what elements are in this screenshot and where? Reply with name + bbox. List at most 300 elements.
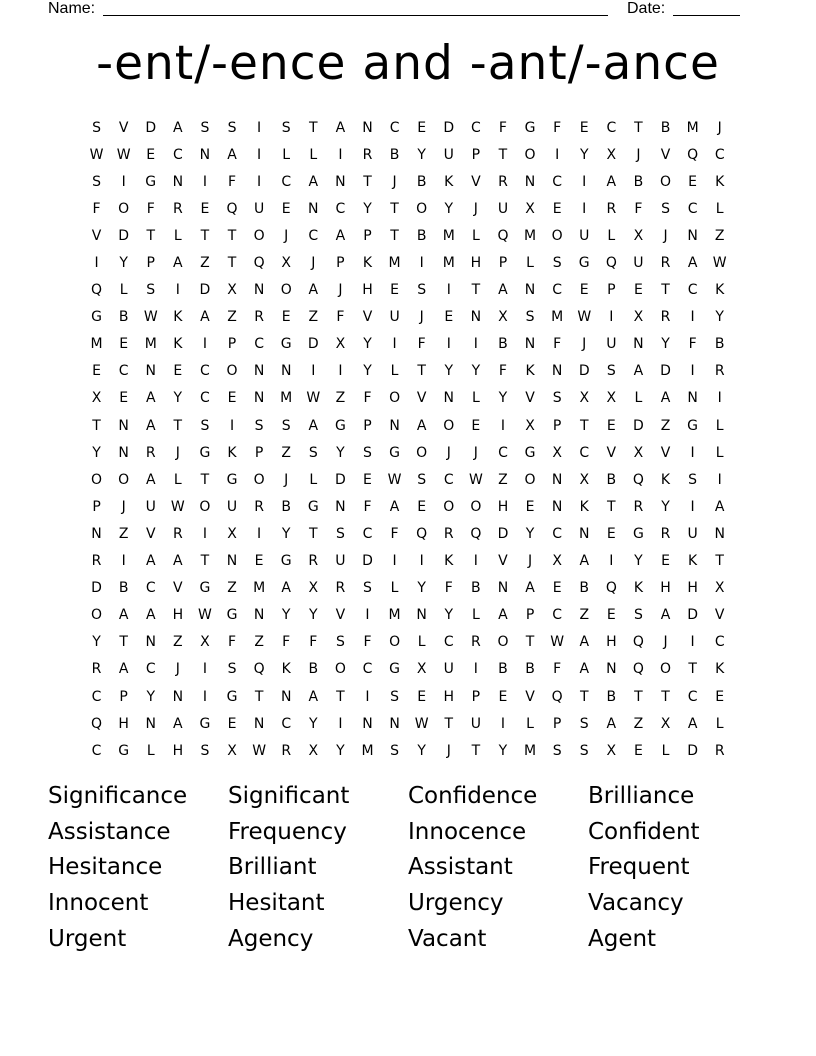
grid-letter: Z [200, 255, 210, 272]
grid-letter: B [525, 661, 535, 678]
grid-letter: S [552, 390, 562, 407]
grid-letter: I [609, 553, 614, 570]
grid-letter: C [254, 336, 264, 353]
grid-letter: L [417, 634, 426, 651]
grid-letter: V [362, 309, 373, 326]
grid-letter: C [172, 146, 183, 163]
grid-letter: J [582, 336, 587, 353]
grid-letter: O [443, 498, 455, 515]
grid-letter: Q [416, 525, 428, 542]
grid-letter: J [284, 227, 289, 244]
grid-letter: V [416, 390, 427, 407]
grid-letter: C [91, 742, 102, 759]
grid-letter: Q [632, 471, 644, 488]
grid-letter: B [633, 173, 644, 190]
grid-letter: I [690, 309, 695, 326]
grid-letter: S [552, 255, 562, 272]
grid-letter: J [175, 661, 180, 678]
grid-letter: A [714, 498, 725, 515]
grid-letter: N [280, 688, 292, 705]
grid-letter: T [173, 417, 183, 434]
grid-letter: Y [417, 146, 426, 163]
grid-letter: S [661, 200, 670, 217]
grid-letter: F [363, 498, 372, 515]
grid-letter: A [687, 255, 698, 272]
grid-letter: O [199, 498, 211, 515]
grid-letter: I [229, 417, 235, 434]
grid-letter: G [524, 119, 536, 136]
grid-letter: A [173, 119, 183, 136]
grid-letter: P [363, 417, 372, 434]
grid-letter: E [200, 200, 210, 217]
grid-letter: T [498, 146, 508, 163]
grid-letter: Q [687, 146, 699, 163]
grid-letter: W [89, 146, 104, 163]
name-blank-line [103, 15, 608, 16]
word-bank-item: Urgent [48, 925, 127, 952]
grid-letter: Q [91, 715, 103, 732]
grid-letter: N [389, 715, 400, 732]
grid-letter: T [390, 227, 399, 244]
grid-letter: Z [281, 444, 291, 461]
grid-letter: L [173, 471, 182, 488]
grid-letter: T [661, 688, 670, 705]
grid-letter: Q [551, 688, 563, 705]
grid-letter: U [687, 525, 698, 542]
grid-letter: T [471, 742, 481, 759]
grid-letter: M [388, 255, 401, 272]
grid-letter: E [417, 119, 427, 136]
grid-letter: V [173, 580, 183, 597]
grid-letter: D [687, 742, 698, 759]
grid-letter: I [446, 336, 451, 353]
grid-letter: K [173, 309, 183, 326]
grid-letter: G [389, 444, 400, 461]
grid-letter: N [551, 471, 563, 488]
grid-letter: L [390, 363, 399, 380]
grid-letter: N [253, 363, 265, 380]
grid-letter: B [498, 661, 508, 678]
grid-letter: Q [605, 255, 617, 272]
grid-letter: E [119, 336, 129, 353]
grid-letter: N [633, 336, 644, 353]
grid-letter: D [335, 471, 346, 488]
grid-letter: G [307, 498, 319, 515]
grid-letter: H [497, 498, 509, 515]
grid-letter: X [606, 742, 617, 759]
grid-letter: E [688, 173, 698, 190]
grid-letter: Z [308, 309, 319, 326]
grid-letter: M [686, 119, 699, 136]
grid-letter: E [444, 309, 454, 326]
grid-letter: Y [363, 336, 372, 353]
grid-letter: A [145, 471, 156, 488]
grid-letter: G [199, 580, 211, 597]
grid-letter: I [473, 336, 478, 353]
grid-letter: O [416, 200, 428, 217]
grid-letter: R [498, 173, 508, 190]
grid-letter: G [389, 661, 400, 678]
grid-letter: S [579, 742, 589, 759]
grid-letter: A [606, 173, 617, 190]
grid-letter: Y [444, 607, 454, 624]
grid-letter: L [661, 742, 670, 759]
grid-letter: E [119, 390, 129, 407]
grid-letter: J [473, 200, 478, 217]
grid-letter: E [92, 363, 101, 380]
grid-letter: L [173, 227, 182, 244]
grid-letter: T [336, 688, 345, 705]
grid-letter: E [471, 417, 481, 434]
grid-letter: M [524, 742, 537, 759]
grid-letter: R [443, 525, 454, 542]
grid-letter: N [145, 363, 156, 380]
grid-letter: E [525, 498, 535, 515]
grid-letter: Y [119, 255, 128, 272]
grid-letter: S [606, 363, 616, 380]
grid-letter: E [390, 282, 399, 299]
grid-letter: N [118, 444, 129, 461]
grid-letter: I [202, 336, 207, 353]
grid-letter: Q [91, 282, 103, 299]
grid-letter: P [363, 227, 372, 244]
grid-letter: T [661, 282, 670, 299]
grid-letter: A [308, 282, 319, 299]
grid-letter: N [199, 146, 211, 163]
grid-letter: I [690, 498, 695, 515]
grid-letter: T [363, 173, 372, 190]
grid-letter: A [606, 715, 617, 732]
grid-letter: M [388, 607, 401, 624]
grid-letter: S [281, 417, 291, 434]
grid-letter: Y [661, 498, 670, 515]
grid-letter: R [308, 553, 319, 570]
grid-letter: E [661, 553, 670, 570]
grid-letter: A [145, 390, 156, 407]
grid-letter: V [118, 119, 129, 136]
grid-letter: X [335, 336, 346, 353]
grid-letter: O [551, 227, 563, 244]
grid-letter: K [227, 444, 237, 461]
grid-letter: B [416, 227, 427, 244]
grid-letter: N [226, 553, 238, 570]
grid-letter: F [553, 661, 562, 678]
grid-letter: K [715, 173, 725, 190]
grid-letter: X [606, 146, 617, 163]
grid-letter: Q [470, 525, 482, 542]
grid-letter: B [606, 471, 617, 488]
grid-letter: A [416, 417, 427, 434]
grid-letter: C [308, 227, 319, 244]
grid-letter: K [715, 282, 725, 299]
grid-letter: T [688, 661, 697, 678]
grid-letter: H [606, 634, 617, 651]
grid-letter: L [282, 146, 291, 163]
grid-letter: K [688, 553, 698, 570]
grid-letter: S [200, 742, 210, 759]
grid-letter: U [470, 715, 481, 732]
grid-letter: O [470, 498, 482, 515]
grid-letter: A [633, 363, 644, 380]
grid-letter: A [308, 173, 319, 190]
grid-letter: N [524, 336, 536, 353]
grid-letter: B [118, 309, 129, 326]
grid-letter: A [308, 417, 319, 434]
grid-letter: U [443, 661, 454, 678]
grid-letter: V [471, 173, 481, 190]
grid-letter: W [550, 634, 565, 651]
grid-letter: X [308, 742, 319, 759]
grid-letter: O [660, 173, 672, 190]
grid-letter: X [227, 742, 237, 759]
grid-letter: W [252, 742, 267, 759]
word-bank-item: Frequent [588, 854, 690, 881]
grid-letter: O [416, 444, 428, 461]
grid-letter: X [633, 444, 644, 461]
grid-letter: D [660, 363, 671, 380]
grid-letter: F [498, 363, 507, 380]
grid-letter: R [714, 742, 725, 759]
word-bank-item: Innocent [48, 890, 149, 917]
grid-letter: X [416, 661, 427, 678]
grid-letter: H [687, 580, 698, 597]
grid-letter: A [118, 661, 129, 678]
grid-letter: K [362, 255, 373, 272]
grid-letter: V [660, 146, 671, 163]
grid-letter: N [551, 363, 563, 380]
grid-letter: L [309, 471, 318, 488]
grid-letter: W [198, 607, 212, 624]
grid-letter: E [606, 525, 616, 542]
grid-letter: L [146, 742, 155, 759]
grid-letter: X [281, 255, 291, 272]
grid-letter: Z [660, 417, 671, 434]
grid-letter: U [335, 553, 346, 570]
word-bank-item: Brilliance [588, 783, 695, 809]
grid-letter: H [172, 742, 184, 759]
grid-letter: T [92, 417, 101, 434]
grid-letter: X [308, 580, 319, 597]
grid-letter: P [498, 255, 508, 272]
grid-letter: N [362, 119, 373, 136]
grid-letter: S [92, 119, 101, 136]
grid-letter: Y [173, 390, 183, 407]
grid-letter: J [473, 444, 478, 461]
grid-letter: X [633, 227, 644, 244]
grid-letter: I [473, 553, 478, 570]
grid-letter: X [633, 309, 644, 326]
word-bank-item: Vacant [408, 925, 487, 952]
grid-letter: R [91, 553, 102, 570]
grid-letter: Y [281, 525, 291, 542]
grid-letter: Z [227, 580, 237, 597]
word-bank-item: Urgency [408, 890, 504, 917]
grid-letter: U [579, 227, 590, 244]
grid-letter: R [172, 200, 183, 217]
grid-letter: B [416, 173, 427, 190]
grid-letter: A [687, 715, 698, 732]
grid-letter: X [579, 471, 590, 488]
grid-letter: I [175, 282, 180, 299]
grid-letter: W [170, 498, 185, 515]
grid-letter: Z [254, 634, 264, 651]
grid-letter: Y [498, 742, 508, 759]
grid-letter: I [473, 661, 478, 678]
grid-letter: B [606, 688, 617, 705]
grid-letter: X [579, 390, 590, 407]
grid-letter: G [226, 471, 238, 488]
grid-letter: U [497, 200, 509, 217]
grid-letter: O [389, 390, 401, 407]
grid-letter: E [633, 282, 643, 299]
grid-letter: J [663, 227, 668, 244]
grid-letter: A [335, 119, 346, 136]
grid-letter: N [145, 634, 156, 651]
grid-letter: T [579, 688, 589, 705]
grid-letter: B [389, 146, 400, 163]
word-bank-item: Assistance [48, 818, 171, 845]
grid-letter: A [173, 255, 183, 272]
grid-letter: A [525, 580, 535, 597]
grid-letter: O [226, 363, 238, 380]
grid-letter: V [525, 390, 535, 407]
grid-letter: K [525, 363, 535, 380]
grid-letter: Y [444, 200, 454, 217]
grid-letter: N [524, 282, 536, 299]
grid-letter: G [687, 417, 699, 434]
grid-letter: G [334, 417, 346, 434]
grid-letter: S [363, 580, 372, 597]
grid-letter: X [498, 309, 508, 326]
grid-letter: F [227, 173, 237, 190]
grid-letter: I [257, 173, 262, 190]
grid-letter: A [173, 715, 183, 732]
grid-letter: O [660, 661, 672, 678]
grid-letter: P [92, 498, 101, 515]
grid-letter: J [338, 282, 343, 299]
grid-letter: M [144, 336, 157, 353]
grid-letter: W [712, 255, 727, 272]
grid-letter: F [688, 336, 697, 353]
grid-letter: V [525, 688, 535, 705]
grid-letter: A [579, 553, 590, 570]
grid-letter: V [498, 553, 508, 570]
grid-letter: D [307, 336, 319, 353]
grid-letter: D [497, 525, 509, 542]
grid-letter: V [660, 444, 671, 461]
grid-letter: F [92, 200, 101, 217]
grid-letter: O [118, 200, 130, 217]
word-bank-item: Hesitant [228, 890, 325, 917]
grid-letter: X [660, 715, 671, 732]
date-label: Date: [627, 0, 666, 17]
name-label: Name: [48, 0, 96, 17]
grid-letter: N [524, 173, 536, 190]
grid-letter: G [199, 715, 211, 732]
grid-letter: P [471, 688, 481, 705]
grid-letter: S [281, 119, 291, 136]
grid-letter: R [633, 498, 644, 515]
grid-letter: I [392, 336, 397, 353]
grid-letter: U [145, 498, 156, 515]
grid-letter: L [634, 390, 643, 407]
grid-letter: L [526, 715, 534, 732]
grid-letter: X [227, 282, 237, 299]
grid-letter: T [471, 282, 481, 299]
grid-letter: A [281, 580, 291, 597]
grid-letter: Z [335, 390, 346, 407]
grid-letter: I [202, 525, 207, 542]
grid-letter: F [336, 309, 345, 326]
grid-letter: R [606, 200, 617, 217]
grid-letter: D [118, 227, 130, 244]
grid-letter: C [687, 200, 698, 217]
grid-letter: W [387, 471, 402, 488]
grid-letter: L [715, 715, 724, 732]
grid-letter: G [280, 553, 292, 570]
grid-letter: E [606, 607, 616, 624]
grid-letter: P [552, 417, 562, 434]
grid-letter: G [524, 444, 536, 461]
grid-letter: E [254, 553, 264, 570]
grid-letter: N [308, 200, 319, 217]
word-bank-item: Vacancy [588, 890, 684, 917]
grid-letter: C [443, 634, 454, 651]
grid-letter: N [443, 390, 454, 407]
grid-letter: C [687, 282, 698, 299]
grid-letter: M [280, 390, 293, 407]
grid-letter: Y [471, 363, 481, 380]
grid-letter: S [335, 525, 345, 542]
grid-letter: O [253, 471, 265, 488]
grid-letter: P [227, 336, 237, 353]
grid-letter: J [446, 742, 451, 759]
word-bank-item: Hesitance [48, 854, 163, 881]
grid-letter: C [579, 444, 590, 461]
grid-letter: A [308, 688, 319, 705]
grid-letter: Y [336, 444, 345, 461]
grid-letter: L [526, 255, 534, 272]
grid-letter: B [118, 580, 129, 597]
grid-letter: S [200, 417, 210, 434]
grid-letter: G [91, 309, 102, 326]
grid-letter: Y [309, 715, 318, 732]
grid-letter: D [362, 553, 373, 570]
grid-letter: J [663, 634, 668, 651]
grid-letter: F [498, 119, 507, 136]
grid-letter: I [582, 173, 587, 190]
grid-letter: O [334, 661, 346, 678]
grid-letter: I [365, 607, 370, 624]
grid-letter: M [253, 580, 266, 597]
grid-letter: Z [633, 715, 644, 732]
grid-letter: S [417, 471, 427, 488]
grid-letter: X [606, 390, 617, 407]
grid-letter: M [442, 227, 455, 244]
grid-letter: Q [253, 661, 265, 678]
grid-letter: P [254, 444, 264, 461]
grid-letter: S [688, 471, 698, 488]
grid-letter: O [443, 417, 455, 434]
grid-letter: N [362, 715, 373, 732]
grid-letter: T [390, 200, 399, 217]
grid-letter: Y [92, 634, 101, 651]
grid-letter: D [633, 417, 644, 434]
grid-letter: S [308, 444, 318, 461]
grid-letter: Z [714, 227, 725, 244]
grid-letter: N [118, 417, 129, 434]
grid-letter: R [281, 742, 292, 759]
